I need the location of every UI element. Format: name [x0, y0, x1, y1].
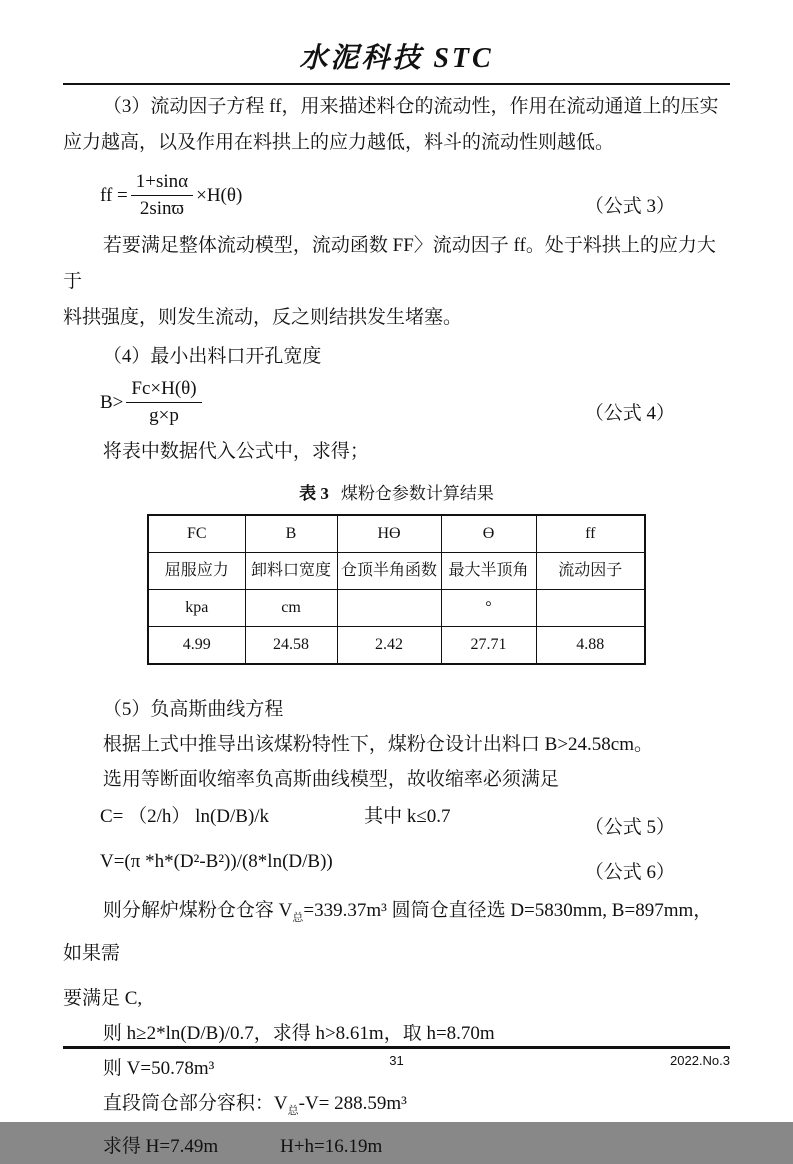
table-cell — [536, 590, 645, 627]
straight-section-rest: -V= 288.59m³ — [298, 1093, 407, 1114]
formula-3-denominator: 2sinϖ — [139, 198, 185, 219]
silo-volume-rest: =339.37m³ 圆筒仓直径选 D=5830mm, B=897mm，如果需 — [63, 900, 713, 964]
formula-3-rhs: ×H(θ) — [196, 184, 243, 206]
paragraph-silo-volume-line2: 要满足 C, — [63, 988, 143, 1009]
heading-section-4: （4）最小出料口开孔宽度 — [102, 346, 322, 367]
formula-5 — [100, 799, 730, 838]
height-total-value: H+h=16.19m — [280, 1136, 383, 1157]
paragraph-h-result: 则 h≥2*ln(D/B)/0.7，求得 h>8.61m，取 h=8.70m — [102, 1023, 495, 1044]
formula-5-expression: C= （2/h） ln(D/B)/k — [100, 806, 270, 827]
table-caption — [63, 481, 730, 507]
formula-3-fraction — [131, 170, 193, 221]
paragraph-mass-flow-line2: 料拱强度，则发生流动，反之则结拱发生堵塞。 — [63, 307, 463, 328]
paragraph-model: 选用等断面收缩率负高斯曲线模型，故收缩率必须满足 — [102, 769, 559, 790]
table-cell: 屈服应力 — [148, 553, 245, 590]
table-caption-number: 表 3 — [299, 484, 329, 503]
table-cell: 最大半顶角 — [441, 553, 536, 590]
formula-4-denominator: g×p — [149, 405, 179, 426]
silo-volume-subscript: 总 — [292, 912, 304, 924]
table-cell: 27.71 — [441, 627, 536, 665]
table-cell: 卸料口宽度 — [245, 553, 337, 590]
page-content — [63, 0, 730, 1164]
table-cell: Hϴ — [337, 515, 441, 553]
formula-4-label: （公式 4） — [584, 402, 675, 424]
paragraph-height-result — [63, 1129, 730, 1164]
table-cell: 24.58 — [245, 627, 337, 665]
paragraph-v-result: 则 V=50.78m³ — [102, 1058, 215, 1079]
issue-number: 2022.No.3 — [670, 1053, 730, 1068]
footer-row — [63, 1049, 730, 1075]
straight-section-prefix: 直段筒仓部分容积：V — [102, 1093, 288, 1114]
table-caption-text: 煤粉仓参数计算结果 — [340, 484, 494, 503]
table-cell: 2.42 — [337, 627, 441, 665]
table-cell — [337, 590, 441, 627]
paragraph-flow-factor-line1: （3）流动因子方程 ff，用来描述料仓的流动性，作用在流动通道上的压实 — [102, 96, 719, 117]
paragraph-substitute: 将表中数据代入公式中，求得； — [102, 441, 369, 462]
paragraph-straight-section — [63, 1086, 730, 1129]
table-cell: FC — [148, 515, 245, 553]
table-cell: 4.88 — [536, 627, 645, 665]
paragraph-mass-flow-line1: 若要满足整体流动模型，流动函数 FF〉流动因子 ff。处于料拱上的应力大于 — [63, 235, 716, 292]
formula-4 — [100, 377, 730, 428]
silo-volume-prefix: 则分解炉煤粉仓仓容 V — [102, 900, 293, 921]
table-cell: ϴ — [441, 515, 536, 553]
params-table — [147, 514, 646, 665]
table-cell: 仓顶半角函数 — [337, 553, 441, 590]
formula-3-numerator: 1+sinα — [131, 170, 193, 196]
formula-4-numerator: Fc×H(θ) — [126, 377, 201, 403]
table-cell: ff — [536, 515, 645, 553]
straight-section-subscript: 总 — [287, 1105, 299, 1117]
formula-4-lhs: B> — [100, 391, 124, 413]
table-cell: 流动因子 — [536, 553, 645, 590]
paragraph-derive: 根据上式中推导出该煤粉特性下，煤粉仓设计出料口 B>24.58cm。 — [102, 734, 653, 755]
formula-3-expression — [100, 170, 242, 221]
page-number: 31 — [389, 1053, 404, 1068]
table-cell: B — [245, 515, 337, 553]
height-H-value: 求得 H=7.49m — [102, 1136, 219, 1157]
heading-section-5: （5）负高斯曲线方程 — [102, 699, 284, 720]
formula-6-label: （公式 6） — [584, 862, 675, 883]
table-cell: cm — [245, 590, 337, 627]
params-table-body — [148, 515, 645, 664]
table-row — [148, 515, 645, 553]
formula-5-label: （公式 5） — [584, 817, 675, 838]
paragraph-flow-factor-line2: 应力越高，以及作用在料拱上的应力越低，料斗的流动性则越低。 — [63, 132, 615, 153]
formula-6-expression: V=(π *h*(D²-B²))/(8*ln(D/B)) — [100, 851, 333, 872]
formula-4-expression — [100, 377, 205, 428]
header-rule — [63, 83, 730, 85]
formula-6 — [100, 844, 730, 883]
table-row — [148, 590, 645, 627]
table-cell: ° — [441, 590, 536, 627]
journal-title: 水泥科技 STC — [299, 43, 494, 74]
table-cell: kpa — [148, 590, 245, 627]
paragraph-silo-volume-line1 — [63, 893, 730, 971]
formula-5-condition: 其中 k≤0.7 — [364, 806, 451, 827]
page-footer — [63, 1046, 730, 1075]
table-cell: 4.99 — [148, 627, 245, 665]
formula-4-fraction — [126, 377, 201, 428]
formula-3-lhs: ff = — [100, 184, 128, 206]
table-row — [148, 553, 645, 590]
table-row — [148, 627, 645, 665]
formula-3-label: （公式 3） — [584, 195, 675, 217]
formula-3 — [100, 170, 730, 221]
